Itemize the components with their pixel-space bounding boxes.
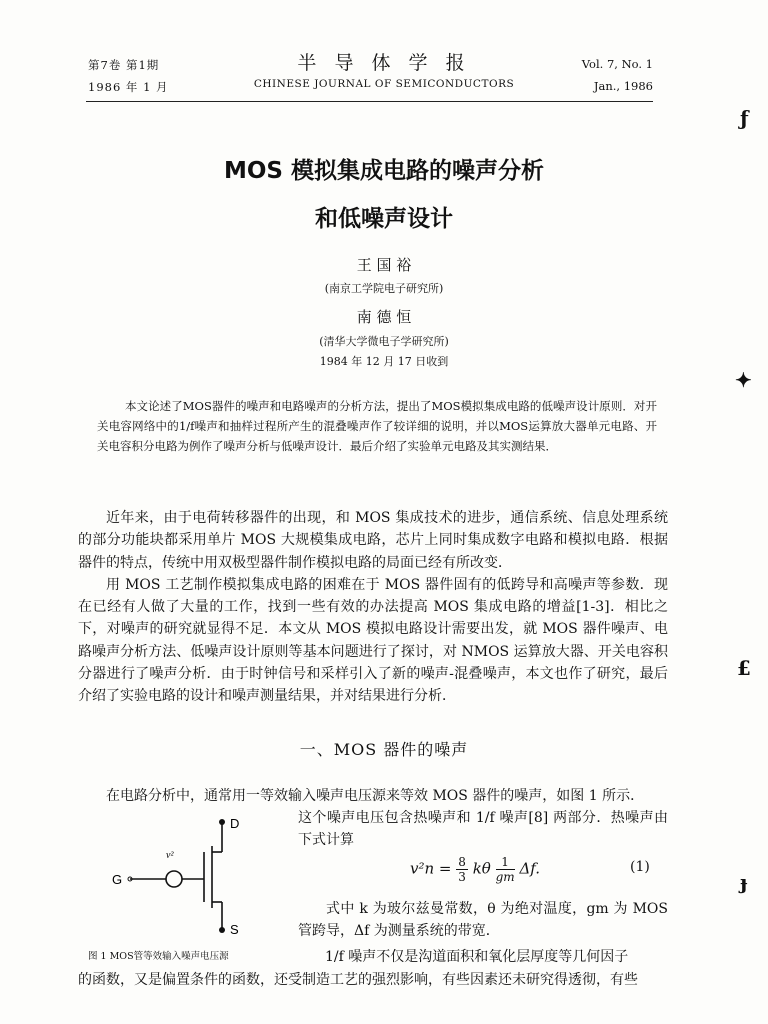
paragraph-1: 近年来，由于电荷转移器件的出现，和 MOS 集成技术的进步，通信系统、信息处理系统的部分功能块都采用单片 MOS 大规模集成电路，芯片上同时集成数字电路和模拟电路．根据器件的特点，传统中用双极型器件制作模拟电路的局面已经有所改变． bbox=[78, 510, 668, 571]
section-heading: 一、MOS 器件的噪声 bbox=[299, 740, 469, 759]
figure-caption: 图 1 MOS管等效输入噪声电压源 bbox=[88, 951, 229, 962]
wrap-text-1 bbox=[298, 807, 668, 851]
label-s: S bbox=[230, 922, 239, 937]
journal-title-cn: 半 导 体 学 报 bbox=[297, 52, 471, 74]
header-volume-issue: 第7卷 第1期 bbox=[88, 58, 160, 72]
eq-frac-num: 8 bbox=[458, 855, 466, 869]
equation-1 bbox=[410, 855, 540, 884]
body-text bbox=[78, 507, 668, 708]
equation-number: (1) bbox=[630, 859, 650, 875]
author-2: 南 德 恒 bbox=[356, 308, 412, 326]
margin-mark-3: £ bbox=[737, 656, 751, 680]
eq-frac2-den: gm bbox=[495, 870, 515, 884]
article-title-line1: MOS 模拟集成电路的噪声分析 bbox=[223, 158, 544, 184]
paragraph-2: 用 MOS 工艺制作模拟集成电路的困难在于 MOS 器件固有的低跨导和高噪声等参数．现在已经有人做了大量的工作，找到一些有效的办法提高 MOS 集成电路的增益[1-3]．相比之下，对噪声的研究就显得不足．本文从 MOS 模拟电路设计需要出发，就 MOS 器件噪声、电路噪声分析方法、低噪声设计原则等基本问题进行了探讨，对 NMOS 运算放大器、开关电容积分器进行了噪声分析．由于时钟信号和采样引入了新的噪声-混叠噪声，本文也作了研究，最后介绍了实验电路的设计和噪声测量结果，并对结果进行分析． bbox=[78, 576, 668, 705]
figure-mos-noise-source bbox=[100, 812, 280, 942]
header-date-en: Jan., 1986 bbox=[593, 79, 653, 93]
wrap-text-1-content: 这个噪声电压包含热噪声和 1/f 噪声[8] 两部分．热噪声由下式计算 bbox=[298, 810, 668, 848]
received-date: 1984 年 12 月 17 日收到 bbox=[319, 355, 449, 368]
wrap-text-2-content: 式中 k 为玻尔兹曼常数，θ 为绝对温度，gm 为 MOS 管跨导，Δf 为测量系统的带宽． bbox=[298, 901, 668, 939]
eq-lhs: v²n = bbox=[410, 859, 452, 878]
label-v: v² bbox=[166, 850, 174, 861]
article-title-line2: 和低噪声设计 bbox=[315, 206, 453, 232]
affiliation-2: (清华大学微电子学研究所) bbox=[319, 335, 449, 348]
margin-mark-2: ✦ bbox=[735, 368, 752, 392]
abstract bbox=[97, 396, 657, 456]
eq-mid: kθ bbox=[472, 859, 491, 878]
last-line-2: 的函数，又是偏置条件的函数，还受制造工艺的强烈影响，有些因素还未研究得透彻，有些 bbox=[78, 972, 638, 988]
eq-frac-den: 3 bbox=[458, 870, 466, 884]
drain-terminal-dot bbox=[219, 819, 225, 825]
label-d: D bbox=[230, 816, 240, 831]
eq-fraction-1-gm bbox=[496, 855, 515, 884]
section-intro bbox=[78, 785, 668, 807]
abstract-text: 本文论述了MOS器件的噪声和电路噪声的分析方法，提出了MOS模拟集成电路的低噪声设计原则．对开关电容网络中的1/f噪声和抽样过程所产生的混叠噪声作了较详细的说明，并以MOS运算放大器单元电路、开关电容积分电路为例作了噪声分析与低噪声设计．最后介绍了实验单元电路及其实测结果． bbox=[97, 399, 657, 453]
header-date-cn: 1986 年 1 月 bbox=[88, 80, 169, 94]
margin-mark-1: ƒ bbox=[740, 106, 749, 130]
journal-title-en: CHINESE JOURNAL OF SEMICONDUCTORS bbox=[253, 78, 515, 90]
eq-fraction-8-3 bbox=[456, 855, 468, 884]
author-1: 王 国 裕 bbox=[356, 256, 412, 274]
eq-rhs: Δf. bbox=[519, 859, 541, 878]
wrap-text-2 bbox=[298, 898, 668, 942]
margin-mark-4: ɟ bbox=[740, 870, 748, 894]
header-rule bbox=[86, 101, 653, 102]
label-g: G bbox=[112, 872, 123, 887]
affiliation-1: (南京工学院电子研究所) bbox=[324, 282, 444, 295]
source-terminal-dot bbox=[219, 927, 225, 933]
header-vol-en: Vol. 7, No. 1 bbox=[581, 57, 653, 71]
last-line-1: 1/f 噪声不仅是沟道面积和氧化层厚度等几何因子 bbox=[325, 949, 629, 965]
section-intro-text: 在电路分析中，通常用一等效输入噪声电压源来等效 MOS 器件的噪声，如图 1 所示． bbox=[106, 788, 645, 804]
eq-frac2-num: 1 bbox=[496, 855, 515, 870]
noise-source-symbol bbox=[166, 871, 182, 887]
